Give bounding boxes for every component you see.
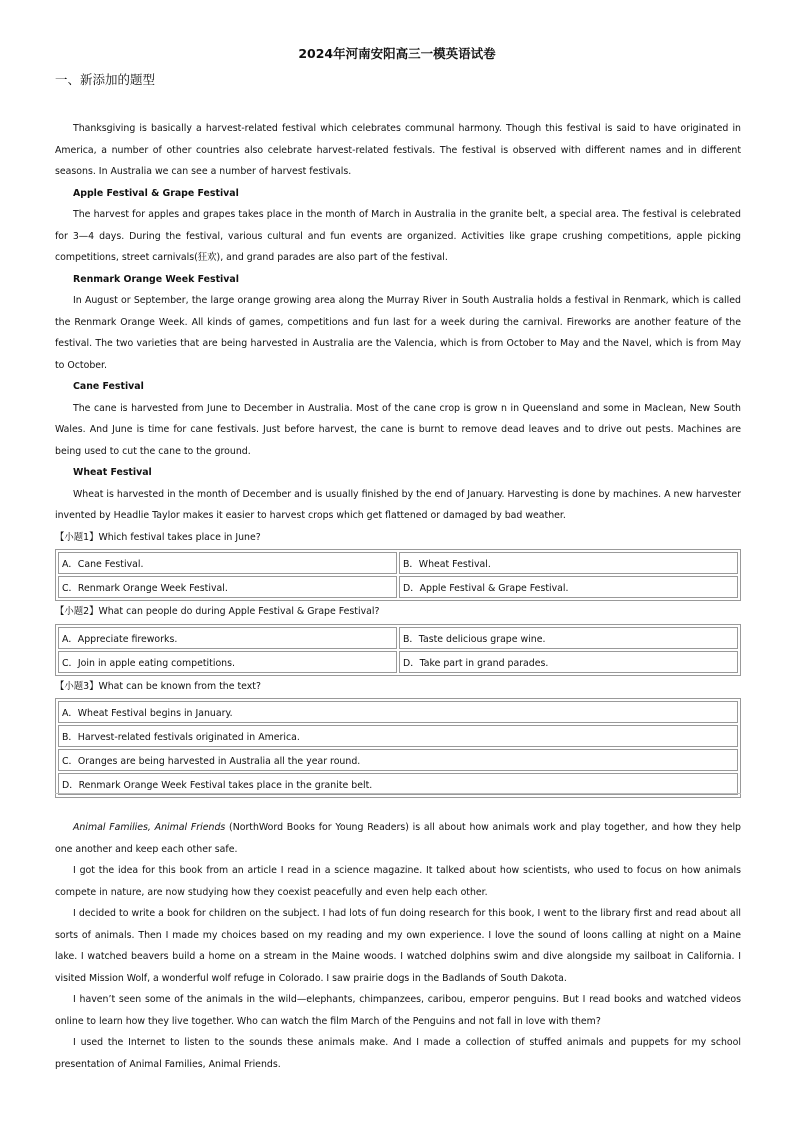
paragraph-apple-grape: The harvest for apples and grapes takes place in the month of March in Australia in the granite belt, a special area. The festival is celebrated for 3—4 days. During the festival, various cultural and fun events are organized. Activities like grape crushing competitions, apple picking competitions, street carnivals(狂欢), and grand parades are also part of the festival. [55, 209, 741, 263]
question-3-stem: 【小题3】What can be known from the text? [55, 680, 261, 692]
passage-2-paragraph-5: I used the Internet to listen to the sounds these animals make. And I made a collection of stuffed animals and puppets for my school presentation of Animal Families, Animal Friends. [55, 1037, 741, 1070]
question-3-options [55, 698, 741, 798]
book-title: Animal Families, Animal Friends [73, 822, 226, 833]
passage-2-paragraph-2: I got the idea for this book from an article I read in a science magazine. It talked about how scientists, who used to focus on how animals compete in nature, are now studying how they coexist peacefully and even help each other. [55, 865, 741, 898]
heading-wheat: Wheat Festival [73, 467, 152, 478]
passage-2-paragraph-4: I haven’t seen some of the animals in the wild—elephants, chimpanzees, caribou, emperor penguins. But I read books and watched videos online to learn how they live together. Who can watch the film March of the Penguins and not fall in love with them? [55, 994, 741, 1027]
page-title: 2024年河南安阳高三一模英语试卷 [298, 46, 496, 61]
section-heading: 一、新添加的题型 [55, 72, 156, 87]
paragraph-cane: The cane is harvested from June to December in Australia. Most of the cane crop is grow n in Queensland and some in Maclean, New South Wales. And June is time for cane festivals. Just before harvest, the cane is burnt to remove dead leaves and to drive out pests. Machines are being used to cut the cane to the ground. [55, 402, 741, 457]
section-divider [55, 793, 741, 794]
question-2-stem: 【小题2】What can people do during Apple Festival & Grape Festival? [55, 606, 380, 617]
question-1-stem: 【小题1】Which festival takes place in June? [55, 531, 261, 543]
passage-2-paragraph-1 [55, 817, 741, 860]
paragraph-renmark: In August or September, the large orange growing area along the Murray River in South Australia holds a festival in Renmark, which is called the Renmark Orange Week. All kinds of games, competitions and fun last for a week during the carnival. Fireworks are another feature of the festival. The two varieties that are being harvested in Australia are the Valencia, which is from October to May and the Navel, which is from May to October. [55, 295, 741, 371]
q3-option-c[interactable]: C．Oranges are being harvested in Australia all the year round. [58, 749, 738, 771]
passage-2 [55, 817, 741, 1075]
q3-option-a[interactable]: A．Wheat Festival begins in January. [58, 701, 738, 723]
passage-2-paragraph-1-text: (NorthWord Books for Young Readers) is all about how animals work and play together, and how they help one another and keep each other safe. [55, 822, 741, 855]
q3-option-d[interactable]: D．Renmark Orange Week Festival takes place in the granite belt. [58, 773, 738, 795]
q1-option-a[interactable]: A．Cane Festival. [58, 552, 397, 574]
question-1-options [55, 549, 741, 601]
q1-option-c[interactable]: C．Renmark Orange Week Festival. [58, 576, 397, 598]
q3-option-b[interactable]: B．Harvest-related festivals originated in America. [58, 725, 738, 747]
heading-cane: Cane Festival [73, 381, 144, 392]
q2-option-c[interactable]: C．Join in apple eating competitions. [58, 651, 397, 673]
heading-apple-grape: Apple Festival & Grape Festival [73, 187, 239, 199]
passage-2-paragraph-3: I decided to write a book for children on the subject. I had lots of fun doing research for this book, I went to the library first and read about all sorts of animals. Then I made my choices based on my reading and my own experience. I love the sound of loons calling at night on a Maine lake. I watched beavers build a home on a stream in the Maine woods. I watched dolphins swim and dive alongside my sailboat in California. I visited Mission Wolf, a wonderful wolf refuge in Colorado. I saw prairie dogs in the Badlands of South Dakota. [55, 908, 741, 984]
q1-option-b[interactable]: B．Wheat Festival. [399, 552, 738, 574]
q2-option-a[interactable]: A．Appreciate fireworks. [58, 627, 397, 649]
q1-option-d[interactable]: D．Apple Festival & Grape Festival. [399, 576, 738, 598]
passage-1-intro: Thanksgiving is basically a harvest-related festival which celebrates communal harmony. Though this festival is said to have originated in America, a number of other countries also celebrate harvest-related festivals. The festival is observed with different names and in different seasons. In Australia we can see a number of harvest festivals. [55, 123, 741, 177]
q2-option-b[interactable]: B．Taste delicious grape wine. [399, 627, 738, 649]
passage-1 [55, 118, 741, 798]
paragraph-wheat: Wheat is harvested in the month of December and is usually finished by the end of January. Harvesting is done by machines. A new harvester invented by Headlie Taylor makes it easier to harvest crops which get flattened or damaged by bad weather. [55, 488, 741, 521]
heading-renmark: Renmark Orange Week Festival [73, 273, 239, 285]
question-2-options [55, 624, 741, 676]
q2-option-d[interactable]: D．Take part in grand parades. [399, 651, 738, 673]
